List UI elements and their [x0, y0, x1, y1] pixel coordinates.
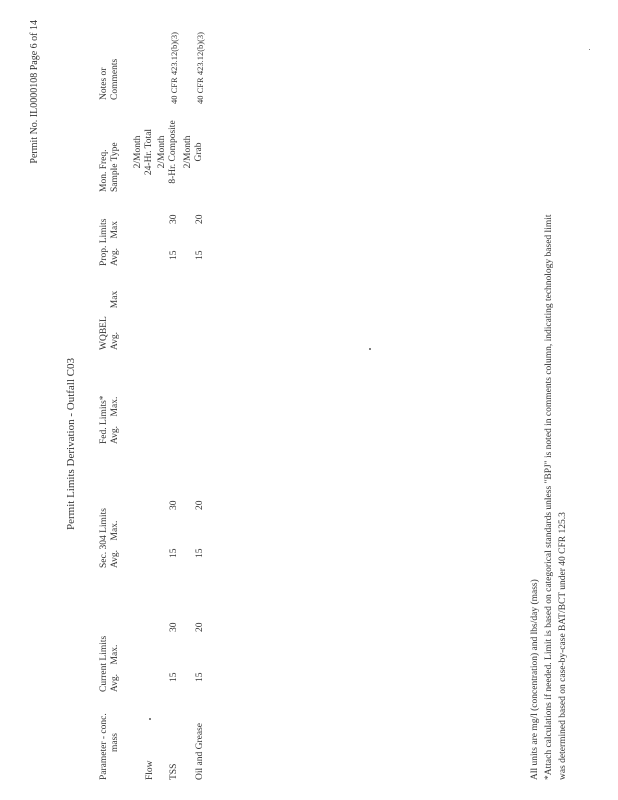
cell-current-avg: 15: [195, 672, 205, 682]
cell-prop-max: 30: [169, 214, 179, 224]
header-notes: [99, 59, 121, 100]
cell-notes: 40 CFR 423.12(b)(3): [169, 31, 179, 104]
cell-parameter: Flow: [145, 760, 155, 780]
cell-sec304-avg: 15: [195, 548, 205, 558]
cell-sec304-max: 30: [169, 500, 179, 510]
cell-parameter: Oil and Grease: [195, 723, 205, 780]
header-fed-limits: [99, 395, 121, 444]
cell-mon-freq-line2: Grab: [194, 142, 204, 162]
header-notes-label: Notes or: [99, 67, 109, 100]
header-fed-limits-sub: Avg. Max.: [110, 396, 120, 444]
cell-mon-freq-line1: 2/Month: [133, 135, 143, 169]
header-prop-limits-label: Prop. Limits: [99, 218, 109, 266]
cell-mon-freq: [157, 112, 179, 192]
header-prop-limits-sub: Avg. Max: [110, 221, 120, 266]
cell-sec304-avg: 15: [169, 548, 179, 558]
header-fed-limits-label: Fed. Limits*: [99, 395, 109, 444]
cell-mon-freq: [133, 112, 155, 192]
permit-number: Permit No. IL0000108 Page 6 of 14: [29, 20, 40, 164]
cell-current-avg: 15: [169, 672, 179, 682]
footnote-calculations: *Attach calculations if needed. Limit is based on categorical standards unless "BPJ" is noted in comments column, indicating technology based limit: [544, 214, 554, 780]
cell-mon-freq-line1: 2/Month: [157, 135, 167, 169]
header-sec304-sub: Avg. Max.: [110, 520, 120, 568]
cell-notes: 40 CFR 423.12(b)(3): [195, 31, 205, 104]
cell-mon-freq: [183, 112, 205, 192]
scan-speck: [369, 348, 371, 350]
cell-parameter: TSS: [169, 763, 179, 780]
cell-prop-max: 20: [195, 214, 205, 224]
rotated-sheet: [29, 20, 589, 780]
cell-mon-freq-line2: 24-Hr. Total: [144, 128, 154, 176]
header-current-limits: [99, 636, 121, 692]
header-current-limits-sub: Avg. Max.: [110, 644, 120, 692]
cell-current-max: 20: [195, 622, 205, 632]
header-sec304: [99, 508, 121, 568]
header-current-limits-label: Current Limits: [99, 635, 109, 692]
header-wqbel-label: WQBEL: [99, 316, 109, 350]
header-parameter-line1: Parameter - conc.: [99, 713, 109, 780]
footnote-case-by-case: was determined based on case-by-case BAT/BCT under 40 CFR 125.3: [558, 512, 568, 780]
header-sec304-label: Sec. 304 Limits: [99, 508, 109, 568]
header-parameter: [99, 713, 121, 780]
cell-mon-freq-line2: 8-Hr. Composite: [168, 120, 178, 184]
cell-current-max: 30: [169, 622, 179, 632]
cell-sec304-max: 20: [195, 500, 205, 510]
header-mon-freq: [99, 142, 121, 192]
header-mon-freq-label: Mon. Freq.: [99, 149, 109, 192]
header-mon-freq-sub: Sample Type: [110, 142, 120, 192]
scan-speck: [589, 49, 590, 50]
header-wqbel: [99, 291, 121, 350]
cell-prop-avg: 15: [195, 250, 205, 260]
cell-mon-freq-line1: 2/Month: [183, 135, 193, 169]
cell-prop-avg: 15: [169, 250, 179, 260]
document-title: Permit Limits Derivation - Outfall C03: [65, 357, 77, 530]
footnote-units: All units are mg/l (concentration) and lbs/day (mass): [530, 579, 540, 780]
header-prop-limits: [99, 218, 121, 266]
bullet-mark: [149, 718, 151, 720]
header-wqbel-sub: Avg. Max: [110, 290, 120, 350]
header-parameter-line2: mass: [110, 733, 120, 752]
header-notes-sub: Comments: [110, 58, 120, 100]
